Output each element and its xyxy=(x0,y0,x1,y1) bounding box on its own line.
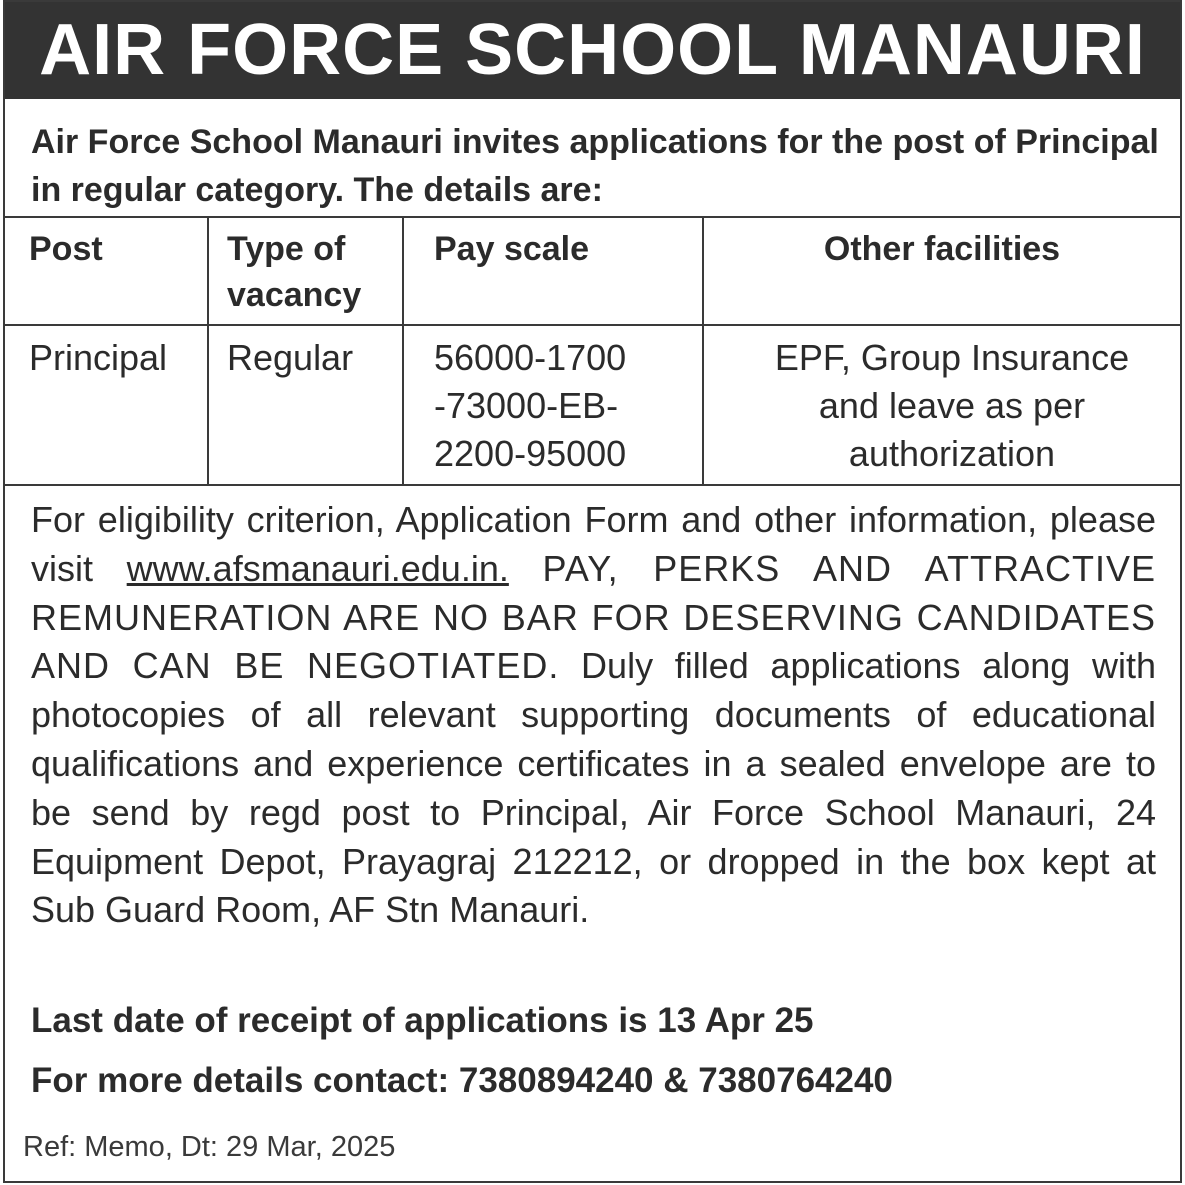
intro-text: Air Force School Manauri invites applications for the post of Principal in regular category. The details are: xyxy=(31,123,1159,209)
pay-scale-line: 56000-1700 xyxy=(434,337,627,378)
header-vacancy: Type of vacancy xyxy=(208,217,403,325)
website-link[interactable]: www.afsmanauri.edu.in. xyxy=(126,547,509,589)
header-pay-scale: Pay scale xyxy=(403,217,703,325)
reference-memo: Ref: Memo, Dt: 29 Mar, 2025 xyxy=(23,1131,396,1163)
table-header-row xyxy=(5,217,1180,325)
info-text: For eligibility criterion, Application Form and other information, please visit xyxy=(31,499,1156,589)
cell-facilities: EPF, Group Insurance and leave as per authorization xyxy=(703,325,1180,485)
submission-instructions: Duly filled applications along with photocopies of all relevant supporting documents of educational qualifications and experience certificates in a sealed envelope are to be send by regd post to Principal, Air Force School Manauri, 24 Equipment Depot, Prayagraj 212212, or dropped in the box kept at Sub Guard Room, AF Stn Manauri. xyxy=(31,645,1156,931)
last-date-notice: Last date of receipt of applications is 13 Apr 25 xyxy=(31,1001,814,1040)
header-post: Post xyxy=(5,217,208,325)
cell-post: Principal xyxy=(5,325,208,485)
advertisement xyxy=(3,0,1182,1183)
eligibility-info xyxy=(31,496,1156,935)
table-row xyxy=(5,325,1180,485)
cell-pay-scale xyxy=(403,325,703,485)
pay-scale-line: -73000-EB- xyxy=(434,385,619,426)
pay-scale-line: 2200-95000 xyxy=(434,433,627,474)
cell-vacancy: Regular xyxy=(208,325,403,485)
contact-numbers: For more details contact: 7380894240 & 7380764240 xyxy=(31,1061,893,1100)
vacancy-table xyxy=(5,216,1180,486)
header-facilities: Other facilities xyxy=(703,217,1180,325)
school-title-banner: AIR FORCE SCHOOL MANAURI xyxy=(5,2,1180,99)
remuneration-notice: PAY, PERKS AND ATTRACTIVE REMUNERATION ARE NO BAR FOR DESERVING CANDIDATES AND CAN BE NEGOTIATED. xyxy=(31,547,1156,687)
